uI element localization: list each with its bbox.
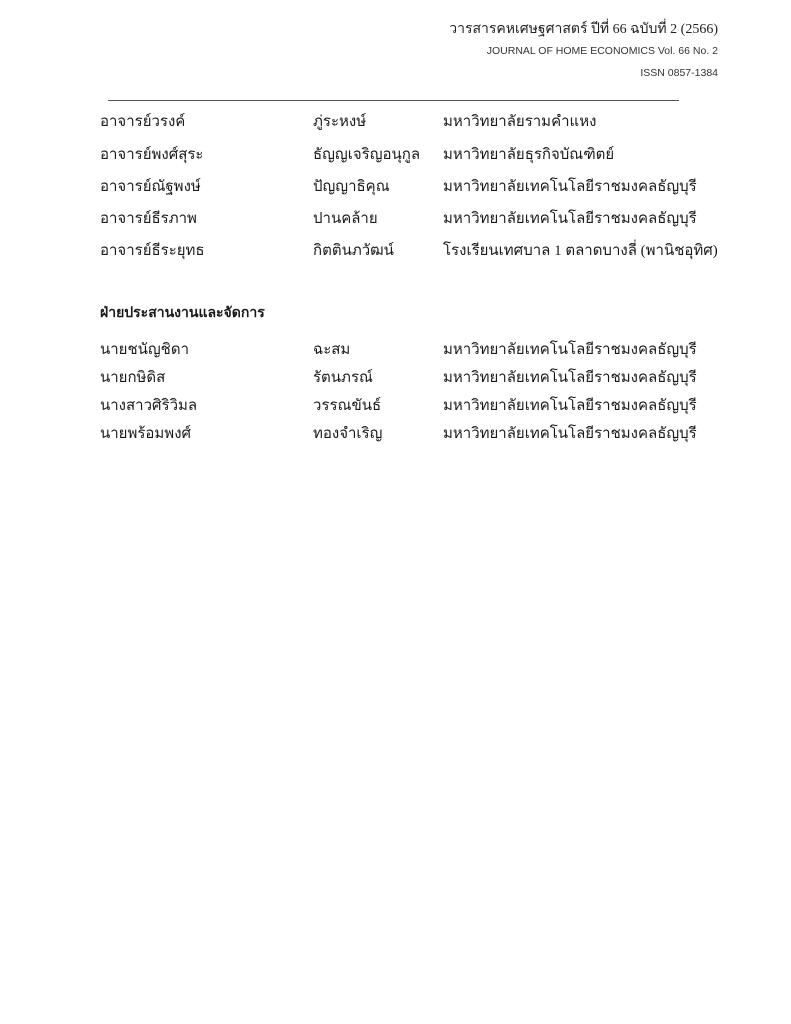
member-affiliation: มหาวิทยาลัยเทคโนโลยีราชมงคลธัญบุรี <box>443 211 697 227</box>
member-affiliation: มหาวิทยาลัยเทคโนโลยีราชมงคลธัญบุรี <box>443 342 697 358</box>
member-surname: ฉะสม <box>313 342 351 358</box>
member-affiliation: มหาวิทยาลัยเทคโนโลยีราชมงคลธัญบุรี <box>443 370 697 386</box>
member-name: อาจารย์พงศ์สุระ <box>100 147 204 163</box>
section-heading-coordination: ฝ่ายประสานงานและจัดการ <box>100 304 265 320</box>
coordination-row <box>0 338 791 362</box>
journal-issn: ISSN 0857-1384 <box>640 67 718 79</box>
member-name: นางสาวศิริวิมล <box>100 398 198 414</box>
member-surname: ธัญญเจริญอนุกูล <box>313 147 421 163</box>
committee-row <box>0 175 791 199</box>
member-affiliation: มหาวิทยาลัยเทคโนโลยีราชมงคลธัญบุรี <box>443 426 697 442</box>
member-surname: ปัญญาธิคุณ <box>313 179 390 195</box>
member-name: อาจารย์ธีระยุทธ <box>100 243 205 259</box>
header-divider <box>108 100 679 101</box>
member-affiliation: มหาวิทยาลัยเทคโนโลยีราชมงคลธัญบุรี <box>443 179 697 195</box>
member-name: นายพร้อมพงศ์ <box>100 426 192 442</box>
member-name: อาจารย์ธีรภาพ <box>100 211 197 227</box>
coordination-row <box>0 366 791 390</box>
member-surname: วรรณขันธ์ <box>313 398 382 414</box>
member-surname: กิตตินภวัฒน์ <box>313 243 394 259</box>
journal-header <box>449 20 718 84</box>
member-affiliation: มหาวิทยาลัยธุรกิจบัณฑิตย์ <box>443 147 615 163</box>
committee-row <box>0 110 791 134</box>
member-affiliation: โรงเรียนเทศบาล 1 ตลาดบางลี่ (พานิชอุทิศ) <box>443 243 718 259</box>
member-surname: ทองจำเริญ <box>313 426 383 442</box>
member-surname: รัตนภรณ์ <box>313 370 373 386</box>
journal-thai-title: วารสารคหเศษฐศาสตร์ ปีที่ 66 ฉบับที่ 2 (2566) <box>449 22 718 37</box>
member-affiliation: มหาวิทยาลัยรามคำแหง <box>443 114 597 130</box>
committee-row <box>0 207 791 231</box>
member-name: นายชนัญชิดา <box>100 342 190 358</box>
coordination-row <box>0 394 791 418</box>
member-surname: ปานคล้าย <box>313 211 378 227</box>
journal-english-title: JOURNAL OF HOME ECONOMICS Vol. 66 No. 2 <box>486 45 718 57</box>
member-name: อาจารย์ณัฐพงษ์ <box>100 179 201 195</box>
member-name: นายกษิดิส <box>100 370 166 386</box>
member-name: อาจารย์วรงค์ <box>100 114 186 130</box>
committee-row <box>0 239 791 263</box>
member-affiliation: มหาวิทยาลัยเทคโนโลยีราชมงคลธัญบุรี <box>443 398 697 414</box>
committee-row <box>0 143 791 167</box>
coordination-row <box>0 422 791 446</box>
member-surname: ภู่ระหงษ์ <box>313 114 367 130</box>
